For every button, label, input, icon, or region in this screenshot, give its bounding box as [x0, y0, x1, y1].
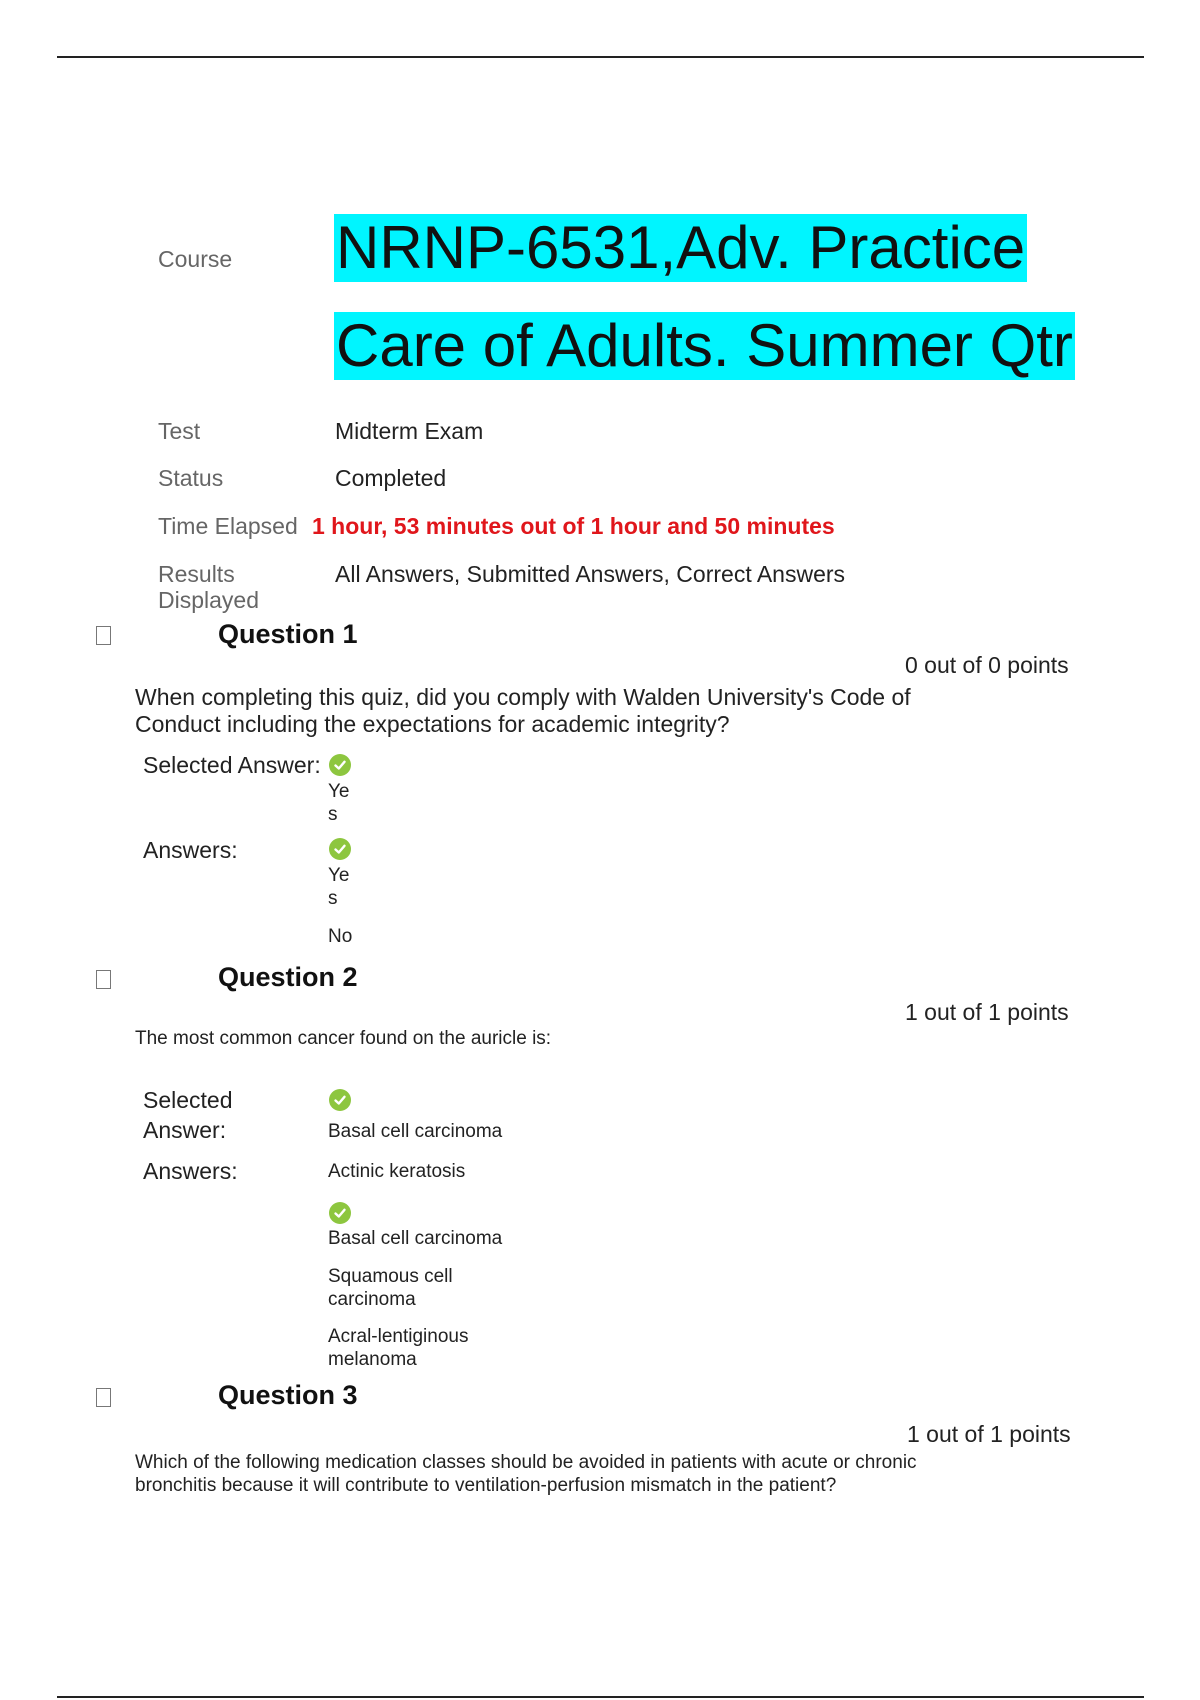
course-title-line-1: [334, 214, 1027, 282]
q1-answers-label: Answers:: [143, 837, 238, 863]
question-3-title: Question 3: [218, 1380, 358, 1410]
elapsed-value: 1 hour, 53 minutes out of 1 hour and 50 minutes: [312, 513, 835, 539]
results-label-line-2: Displayed: [158, 587, 259, 613]
checkbox-icon[interactable]: [96, 626, 111, 645]
q1-answer-option-1: [328, 864, 350, 910]
question-2-text: The most common cancer found on the auricle is:: [135, 1028, 552, 1049]
check-circle-icon: [329, 838, 351, 860]
question-3-points: 1 out of 1 points: [907, 1421, 1071, 1447]
status-label: Status: [158, 465, 224, 491]
test-label: Test: [158, 418, 201, 444]
check-circle-icon: [329, 1202, 351, 1224]
q1-selected-answer: [328, 780, 350, 826]
question-1-points: 0 out of 0 points: [905, 652, 1069, 678]
question-1-text-line-2: Conduct including the expectations for academic integrity?: [135, 711, 730, 737]
question-3-text-line-2: bronchitis because it will contribute to ventilation-perfusion mismatch in the patient?: [135, 1475, 837, 1496]
results-value: All Answers, Submitted Answers, Correct Answers: [335, 561, 846, 587]
q2-answers-label: Answers:: [143, 1158, 238, 1184]
q2-answer-option-4-line-2: melanoma: [328, 1349, 417, 1370]
question-3-text: [135, 1451, 917, 1497]
bottom-rule: [57, 1696, 1144, 1698]
test-value: Midterm Exam: [335, 418, 484, 444]
course-title-line-2: [334, 312, 1075, 380]
course-label: Course: [158, 246, 233, 272]
elapsed-label: Time Elapsed: [158, 513, 298, 539]
top-rule: [57, 56, 1144, 58]
question-1-text-line-1: When completing this quiz, did you comply with Walden University's Code of: [135, 684, 911, 710]
q1-selected-answer-line-2: s: [328, 804, 338, 825]
results-label-line-1: Results: [158, 561, 235, 587]
check-circle-icon: [329, 1089, 351, 1111]
question-3-text-line-1: Which of the following medication classes should be avoided in patients with acute or chronic: [135, 1452, 917, 1473]
q2-selected-label: [143, 1085, 233, 1145]
question-2-points: 1 out of 1 points: [905, 999, 1069, 1025]
q2-answer-option-4-line-1: Acral-lentiginous: [328, 1326, 469, 1347]
question-1-text: [135, 684, 911, 738]
question-1-title: Question 1: [218, 619, 358, 649]
check-circle-icon: [329, 754, 351, 776]
q2-answer-option-3: [328, 1265, 453, 1311]
q2-answer-option-3-line-1: Squamous cell: [328, 1266, 453, 1287]
question-2-title: Question 2: [218, 962, 358, 992]
results-label: [158, 561, 259, 613]
q2-selected-label-line-1: Selected: [143, 1087, 233, 1113]
checkbox-icon[interactable]: [96, 1388, 111, 1407]
q2-selected-answer: Basal cell carcinoma: [328, 1121, 503, 1142]
q1-answer-option-2: No: [328, 926, 353, 947]
q1-selected-label: Selected Answer:: [143, 752, 321, 778]
q2-answer-option-4: [328, 1325, 468, 1371]
q1-answer-option-1-line-1: Ye: [328, 865, 350, 886]
q2-answer-option-3-line-2: carcinoma: [328, 1289, 416, 1310]
course-title-text-1: NRNP-6531,Adv. Practice: [336, 214, 1026, 281]
course-title-text-2: Care of Adults. Summer Qtr: [336, 312, 1073, 379]
status-value: Completed: [335, 465, 447, 491]
q2-answer-option-1: Actinic keratosis: [328, 1161, 466, 1182]
checkbox-icon[interactable]: [96, 970, 111, 989]
q2-answer-option-2: Basal cell carcinoma: [328, 1228, 503, 1249]
q2-selected-label-line-2: Answer:: [143, 1117, 227, 1143]
q1-selected-answer-line-1: Ye: [328, 781, 350, 802]
q1-answer-option-1-line-2: s: [328, 888, 338, 909]
